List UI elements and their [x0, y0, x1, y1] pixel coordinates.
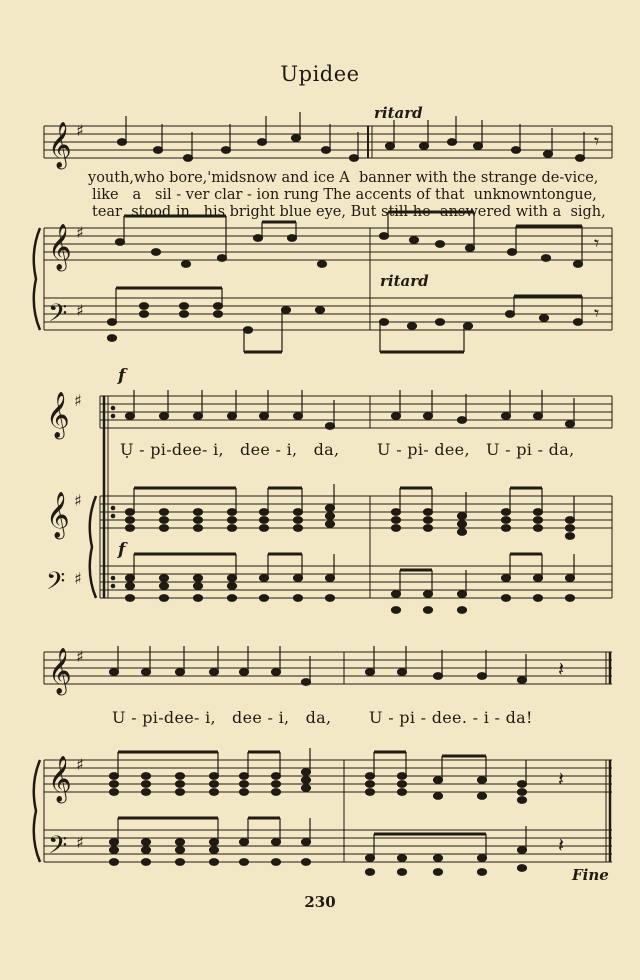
- ritard-marking-bass: ritard: [380, 272, 429, 290]
- svg-text:♯: ♯: [74, 569, 82, 588]
- svg-text:𝄞: 𝄞: [46, 492, 70, 538]
- svg-text:𝄽: 𝄽: [558, 767, 565, 791]
- lyric-line-2: like a sil - ver clar - ion rung The accents of that unknowntongue,: [92, 187, 597, 203]
- svg-text:𝄞: 𝄞: [48, 648, 72, 694]
- svg-text:𝄞: 𝄞: [48, 122, 72, 168]
- svg-text:♯: ♯: [76, 223, 84, 242]
- piano-treble-3: [44, 760, 612, 792]
- fine-marking: Fine: [572, 866, 609, 884]
- svg-text:♯: ♯: [76, 647, 84, 666]
- svg-text:𝄢: 𝄢: [48, 831, 68, 866]
- song-title: Upidee: [280, 62, 360, 86]
- svg-text:♯: ♯: [76, 121, 84, 140]
- forte-marking-piano: f: [118, 540, 126, 560]
- page-number: 230: [304, 893, 336, 911]
- svg-text:♯: ♯: [76, 833, 84, 852]
- piano-treble-1: [44, 228, 612, 260]
- ritard-marking-top: ritard: [374, 104, 423, 122]
- svg-text:𝄽: 𝄽: [558, 657, 565, 681]
- svg-text:♯: ♯: [76, 301, 84, 320]
- lyric-line-1: youth,who bore,'midsnow and ice A banner with the strange de-vice,: [88, 170, 599, 186]
- svg-text:𝄢: 𝄢: [48, 299, 68, 334]
- lyric-chorus-1: Ụ - pi-dee- i, dee - i, da, U - pi- dee, U - pi - da,: [120, 440, 575, 459]
- svg-text:𝄽: 𝄽: [558, 833, 565, 857]
- svg-text:𝄞: 𝄞: [46, 392, 70, 438]
- svg-text:𝄞: 𝄞: [48, 756, 72, 802]
- lyric-line-3: tear stood in his bright blue eye, But still he answered with a sigh,: [92, 204, 606, 220]
- svg-text:𝄞: 𝄞: [48, 224, 72, 270]
- svg-text:♯: ♯: [76, 755, 84, 774]
- svg-text:♯: ♯: [74, 391, 82, 410]
- svg-text:𝄾: 𝄾: [594, 231, 600, 255]
- svg-text:𝄢: 𝄢: [46, 567, 66, 602]
- svg-text:𝄾: 𝄾: [594, 301, 600, 325]
- svg-text:𝄾: 𝄾: [594, 129, 600, 153]
- svg-text:♯: ♯: [74, 491, 82, 510]
- lyric-chorus-2: U - pi-dee- i, dee - i, da, U - pi - dee. - i - da!: [112, 708, 533, 727]
- voice-staff-2: [100, 396, 612, 428]
- piano-bass-1: [44, 228, 612, 330]
- piano-bass-3: [44, 760, 612, 862]
- forte-marking-voice: f: [118, 366, 126, 386]
